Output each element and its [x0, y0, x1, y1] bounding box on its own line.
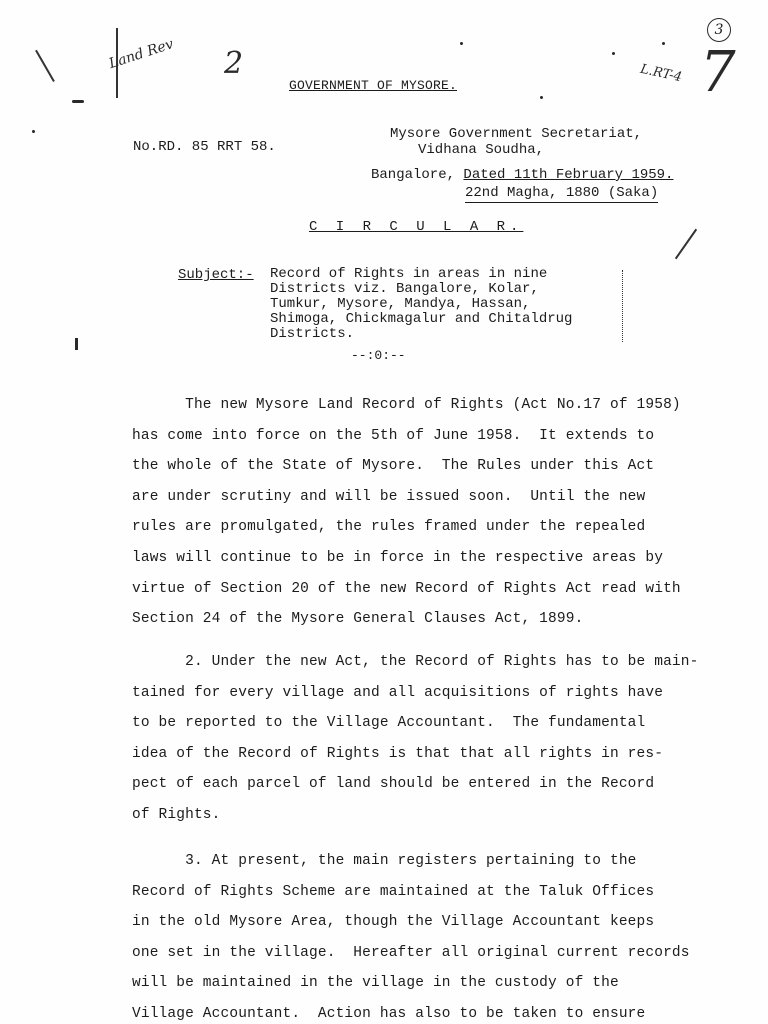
subject-text: Record of Rights in areas in nine Districts viz. Bangalore, Kolar, Tumkur, Mysore, Mandya, Hassan, Shimoga, Chickmagalur and Chitaldrug Districts. — [270, 266, 573, 342]
address-line-2: Vidhana Soudha, — [418, 142, 545, 158]
paragraph-2: 2. Under the new Act, the Record of Rights has to be main- tained for every village and all acquisitions of rights have to be reported to the Village Accountant. The fundamental idea of the Record of Rights is that that all rights in res- pect of each parcel of land should be entered in the Record of Rights. — [132, 654, 699, 823]
handwritten-note: Land Rev — [107, 36, 176, 72]
subject-bracket — [612, 270, 623, 342]
scan-mark — [612, 52, 615, 55]
address-place-date — [371, 167, 673, 183]
subject-separator: --:0:-- — [351, 348, 406, 363]
scan-mark — [540, 96, 543, 99]
address-place: Bangalore, — [371, 167, 464, 183]
address-date: Dated 11th February 1959. — [463, 167, 674, 183]
handwritten-number: 2 — [224, 46, 244, 81]
circular-heading: C I R C U L A R. — [309, 219, 524, 235]
address-saka-date: 22nd Magha, 1880 (Saka) — [465, 185, 659, 201]
paragraph-1: The new Mysore Land Record of Rights (Act No.17 of 1958) has come into force on the 5th of June 1958. It extends to the whole of the State of Mysore. The Rules under this Act are under scrutiny and will be issued soon. Until the new rules are promulgated, the rules framed under the repealed laws will continue to be in force in the respective areas by virtue of Section 20 of the new Record of Rights Act read with Section 24 of the Mysore General Clauses Act, 1899. — [132, 397, 681, 628]
scan-mark — [662, 42, 665, 45]
subject-label: Subject:- — [178, 267, 254, 283]
pen-slash-mark — [675, 229, 697, 260]
reference-number: No.RD. 85 RRT 58. — [133, 139, 276, 155]
pen-slash-mark — [35, 50, 54, 82]
scan-mark — [32, 130, 35, 133]
scan-mark — [460, 42, 463, 45]
handwritten-large-number: 7 — [700, 40, 736, 105]
handwritten-reference: L.RT-4 — [638, 61, 684, 86]
address-line-1: Mysore Government Secretariat, — [390, 126, 643, 142]
circled-page-number: 3 — [707, 18, 731, 42]
scan-mark — [72, 100, 84, 103]
document-title: GOVERNMENT OF MYSORE. — [289, 78, 458, 93]
paragraph-3: 3. At present, the main registers pertaining to the Record of Rights Scheme are maintained at the Taluk Offices in the old Mysore Area, though the Village Accountant keeps one set in the village. Hereafter all original current records will be maintained in the village in the custody of the Village Accountant. Action has also to be taken to ensure — [132, 853, 690, 1022]
scan-mark — [75, 338, 78, 350]
